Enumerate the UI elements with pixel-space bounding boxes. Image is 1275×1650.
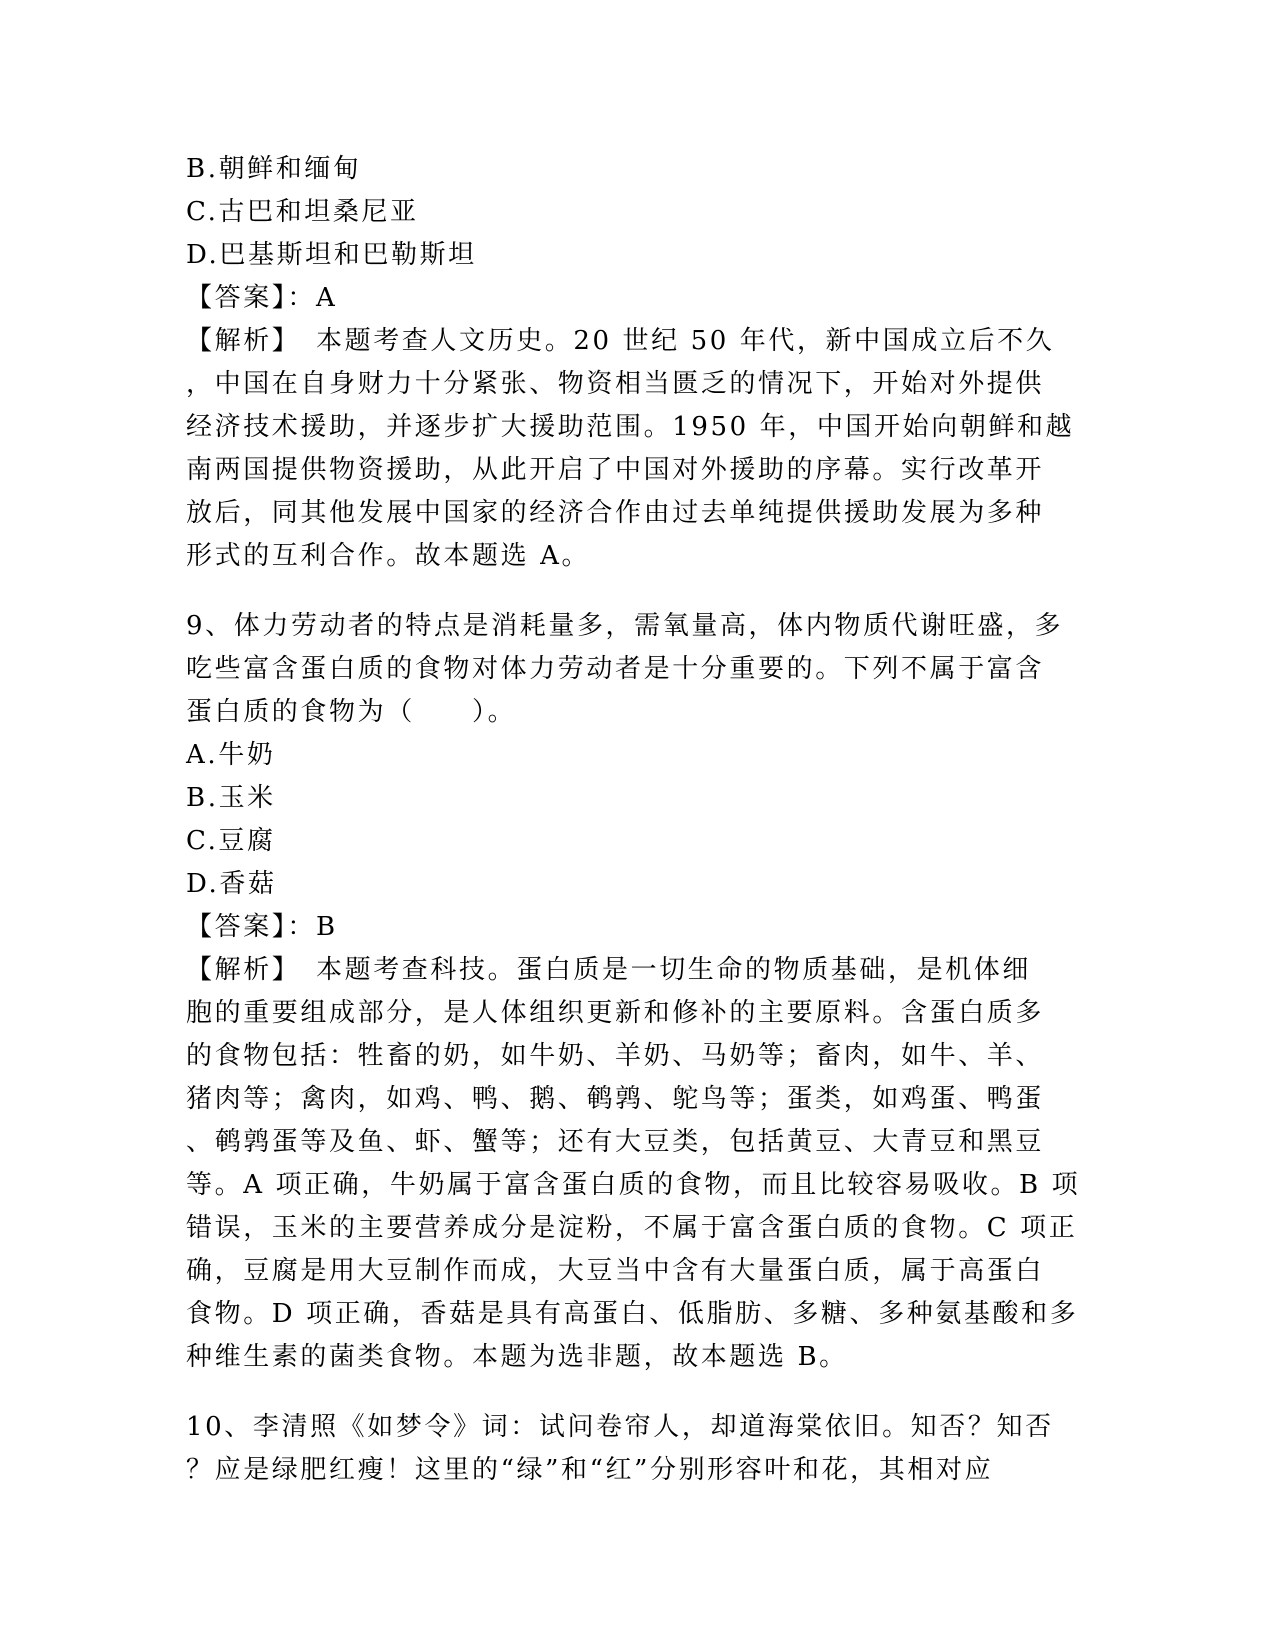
explanation-line: 胞的重要组成部分，是人体组织更新和修补的主要原料。含蛋白质多 xyxy=(186,998,1045,1028)
option-d: D.巴基斯坦和巴勒斯坦 xyxy=(186,240,477,270)
answer-line: 【答案】：A xyxy=(186,283,338,313)
explanation-line: 错误，玉米的主要营养成分是淀粉，不属于富含蛋白质的食物。C 项正 xyxy=(186,1213,1078,1243)
question-8-options-and-answer xyxy=(186,148,1096,578)
explanation-line: 、鹌鹑蛋等及鱼、虾、蟹等；还有大豆类，包括黄豆、大青豆和黑豆 xyxy=(186,1127,1045,1157)
explanation-line: 确，豆腐是用大豆制作而成，大豆当中含有大量蛋白质，属于高蛋白 xyxy=(186,1256,1045,1286)
explanation-line: 猪肉等；禽肉，如鸡、鸭、鹅、鹌鹑、鸵鸟等；蛋类，如鸡蛋、鸭蛋 xyxy=(186,1084,1045,1114)
option-d: D.香菇 xyxy=(186,869,277,899)
explanation-line: 食物。D 项正确，香菇是具有高蛋白、低脂肪、多糖、多种氨基酸和多 xyxy=(186,1299,1079,1329)
explanation-line: 经济技术援助，并逐步扩大援助范围。1950 年，中国开始向朝鲜和越 xyxy=(186,412,1075,442)
explanation-line: 放后，同其他发展中国家的经济合作由过去单纯提供援助发展为多种 xyxy=(186,498,1045,528)
block-spacer xyxy=(186,578,1096,605)
explanation-line: 等。A 项正确，牛奶属于富含蛋白质的食物，而且比较容易吸收。B 项 xyxy=(186,1170,1081,1200)
explanation-line: 种维生素的菌类食物。本题为选非题，故本题选 B。 xyxy=(186,1342,848,1372)
explanation-line: 【解析】 本题考查人文历史。20 世纪 50 年代，新中国成立后不久 xyxy=(186,326,1055,356)
block-spacer xyxy=(186,1379,1096,1406)
answer-line: 【答案】：B xyxy=(186,912,338,942)
option-b: B.玉米 xyxy=(186,783,276,813)
question-10 xyxy=(186,1406,1096,1492)
question-stem-line: 9、体力劳动者的特点是消耗量多，需氧量高，体内物质代谢旺盛，多 xyxy=(186,611,1064,641)
question-stem-line: ？应是绿肥红瘦！这里的“绿”和“红”分别形容叶和花，其相对应 xyxy=(186,1455,994,1485)
option-c: C.豆腐 xyxy=(186,826,276,856)
explanation-line: 的食物包括：牲畜的奶，如牛奶、羊奶、马奶等；畜肉，如牛、羊、 xyxy=(186,1041,1045,1071)
option-b: B.朝鲜和缅甸 xyxy=(186,154,362,184)
document-body xyxy=(186,148,1096,1492)
explanation-line: ，中国在自身财力十分紧张、物资相当匮乏的情况下，开始对外提供 xyxy=(186,369,1045,399)
question-stem-line: 蛋白质的食物为（ ）。 xyxy=(186,697,517,727)
explanation-line: 南两国提供物资援助，从此开启了中国对外援助的序幕。实行改革开 xyxy=(186,455,1045,485)
explanation-line: 形式的互利合作。故本题选 A。 xyxy=(186,541,591,571)
question-stem-line: 吃些富含蛋白质的食物对体力劳动者是十分重要的。下列不属于富含 xyxy=(186,654,1045,684)
question-stem-line: 10、李清照《如梦令》词：试问卷帘人，却道海棠依旧。知否？知否 xyxy=(186,1412,1054,1442)
explanation-line: 【解析】 本题考查科技。蛋白质是一切生命的物质基础，是机体细 xyxy=(186,955,1032,985)
option-c: C.古巴和坦桑尼亚 xyxy=(186,197,419,227)
question-9 xyxy=(186,605,1096,1379)
option-a: A.牛奶 xyxy=(186,740,276,770)
